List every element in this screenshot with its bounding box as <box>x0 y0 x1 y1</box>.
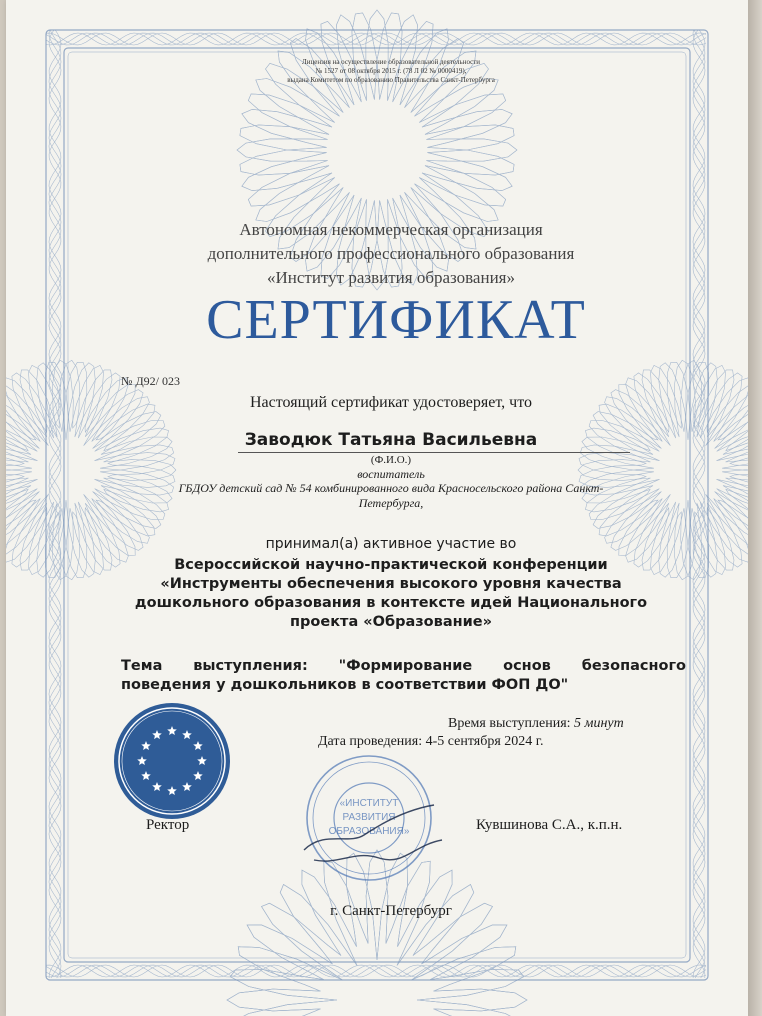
organization-stamp <box>294 750 444 900</box>
conference-line-3: дошкольного образования в контексте идей Национального <box>134 595 648 611</box>
event-date <box>318 734 543 750</box>
conference-name <box>121 556 661 632</box>
recipient-name: Заводюк Татьяна Васильевна <box>244 430 538 450</box>
topic-line-2: поведения у дошкольников в соответствии ФОП ДО" <box>121 677 569 693</box>
org-line-2: дополнительного профессионального образования <box>207 244 575 263</box>
license-line-1: Лицензия на осуществление образовательной деятельности <box>301 58 481 66</box>
stamp-line-3: ОБРАЗОВАНИЯ» <box>328 826 410 837</box>
certificate-title: СЕРТИФИКАТ <box>206 289 586 351</box>
fio-label: (Ф.И.О.) <box>370 454 412 466</box>
time-label: Время выступления: <box>448 716 571 731</box>
topic-line-1: Тема выступления: "Формирование основ безопасного <box>121 658 686 674</box>
date-label: Дата проведения: <box>318 734 423 749</box>
name-underline <box>238 452 630 453</box>
license-line-3: выдана Комитетом по образованию Правительства Санкт-Петербурга <box>287 76 495 84</box>
workplace-line-1: ГБДОУ детский сад № 54 комбинированного вида Красносельского района Санкт- <box>178 481 604 495</box>
conference-line-4: проекта «Образование» <box>290 614 492 630</box>
org-line-3: «Институт развития образования» <box>267 268 515 287</box>
recipient-workplace <box>126 481 656 511</box>
conference-line-2: «Инструменты обеспечения высокого уровня качества <box>160 576 622 592</box>
time-value: 5 минут <box>570 716 624 731</box>
stamp-line-1: «ИНСТИТУТ <box>339 798 399 809</box>
conference-line-1: Всероссийской научно-практической конференции <box>174 557 608 573</box>
certificate-number: № Д92/ 023 <box>121 374 180 388</box>
city: г. Санкт-Петербург <box>330 903 452 919</box>
certifies-text: Настоящий сертификат удостоверяет, что <box>250 394 532 411</box>
organization-name <box>126 218 656 290</box>
eu-stars-seal <box>111 700 233 822</box>
stamp-line-2: РАЗВИТИЯ <box>342 812 396 823</box>
org-line-1: Автономная некоммерческая организация <box>239 220 543 239</box>
certificate-page <box>6 0 748 1016</box>
workplace-line-2: Петербурга, <box>358 496 424 510</box>
recipient-position: воспитатель <box>357 467 425 481</box>
license-line-2: № 1527 от 08 октября 2015 г. (78 Л 02 № 0000419), <box>315 67 467 75</box>
license-info <box>156 58 626 85</box>
date-value: 4-5 сентября 2024 г. <box>422 734 544 749</box>
signer-name: Кувшинова С.А., к.п.н. <box>476 817 623 833</box>
page-edge-shadow <box>748 0 762 1016</box>
rector-label: Ректор <box>146 817 190 833</box>
presentation-time <box>448 716 624 732</box>
participation-text: принимал(а) активное участие во <box>265 536 517 552</box>
